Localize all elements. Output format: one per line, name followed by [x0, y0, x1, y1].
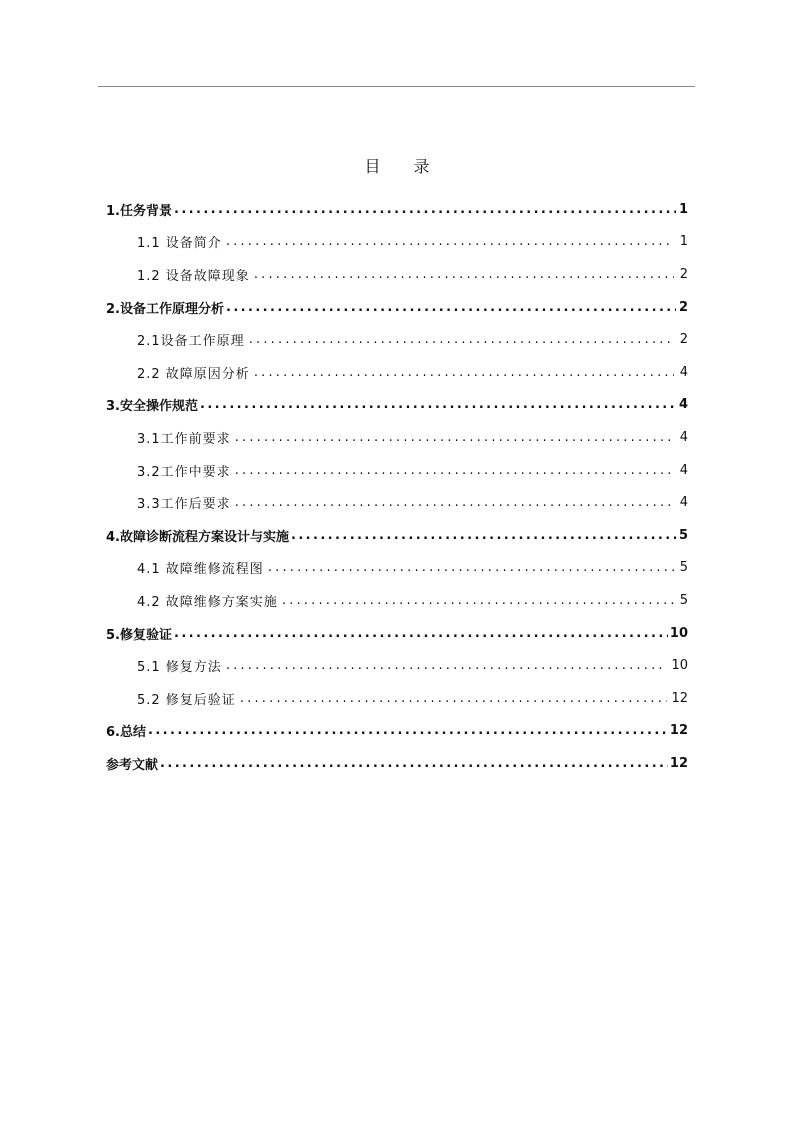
header-rule	[98, 86, 695, 87]
dot-leader	[226, 300, 676, 315]
table-of-contents	[106, 193, 688, 780]
toc-entry-references[interactable]	[106, 747, 688, 780]
toc-entry-label[interactable]: 3.安全操作规范	[106, 399, 198, 415]
toc-entry-page: 10	[669, 625, 688, 641]
toc-entry-page: 1	[678, 201, 688, 217]
toc-entry-page: 12	[669, 755, 688, 771]
dot-leader	[240, 691, 668, 706]
dot-leader	[254, 267, 674, 282]
toc-entry-label[interactable]: 4.故障诊断流程方案设计与实施	[106, 529, 289, 545]
dot-leader	[174, 202, 676, 217]
toc-entry-page: 4	[678, 397, 688, 413]
dot-leader	[226, 658, 668, 673]
toc-entry-fault-cause[interactable]	[106, 356, 688, 389]
toc-entry-label[interactable]: 5.修复验证	[106, 627, 172, 643]
toc-entry-page: 12	[671, 690, 688, 706]
toc-entry-page: 5	[678, 527, 688, 543]
toc-entry-label[interactable]: 2.2 故障原因分析	[137, 366, 250, 382]
dot-leader	[254, 365, 674, 380]
toc-entry-diagnosis-plan[interactable]	[106, 519, 688, 552]
dot-leader	[291, 528, 676, 543]
toc-entry-repair-flowchart[interactable]	[106, 552, 688, 585]
toc-entry-during-work[interactable]	[106, 454, 688, 487]
toc-title: 目 录	[364, 157, 444, 176]
toc-entry-principle-analysis[interactable]	[106, 291, 688, 324]
toc-entry-label[interactable]: 3.3工作后要求	[137, 497, 231, 513]
toc-entry-label[interactable]: 参考文献	[106, 757, 159, 773]
toc-entry-equipment-intro[interactable]	[106, 226, 688, 259]
dot-leader	[148, 723, 668, 738]
toc-entry-page: 10	[671, 658, 688, 674]
toc-entry-page: 5	[679, 560, 688, 576]
toc-entry-label[interactable]: 3.1工作前要求	[137, 431, 231, 447]
toc-entry-label[interactable]: 4.2 故障维修方案实施	[137, 594, 278, 610]
toc-entry-label[interactable]: 1.任务背景	[106, 203, 172, 219]
dot-leader	[268, 560, 674, 575]
toc-entry-label[interactable]: 5.2 修复后验证	[137, 692, 236, 708]
dot-leader	[235, 430, 674, 445]
toc-entry-before-work[interactable]	[106, 421, 688, 454]
dot-leader	[200, 397, 676, 412]
toc-entry-page: 2	[679, 332, 688, 348]
toc-entry-label[interactable]: 3.2工作中要求	[137, 464, 231, 480]
toc-entry-repair-verification[interactable]	[106, 617, 688, 650]
toc-entry-repair-method[interactable]	[106, 649, 688, 682]
dot-leader	[282, 593, 674, 608]
toc-entry-working-principle[interactable]	[106, 323, 688, 356]
dot-leader	[235, 463, 674, 478]
toc-entry-page: 4	[679, 364, 688, 380]
toc-entry-safety-rules[interactable]	[106, 389, 688, 422]
toc-entry-post-repair-check[interactable]	[106, 682, 688, 715]
dot-leader	[249, 332, 674, 347]
dot-leader	[226, 234, 674, 249]
dot-leader	[174, 626, 668, 641]
toc-entry-label[interactable]: 2.1设备工作原理	[137, 334, 245, 350]
toc-entry-label[interactable]: 5.1 修复方法	[137, 660, 222, 676]
toc-entry-page: 4	[679, 429, 688, 445]
toc-entry-page: 1	[679, 234, 688, 250]
toc-entry-fault-symptoms[interactable]	[106, 258, 688, 291]
toc-entry-page: 2	[679, 266, 688, 282]
toc-entry-label[interactable]: 2.设备工作原理分析	[106, 301, 224, 317]
dot-leader	[235, 495, 674, 510]
toc-entry-repair-implementation[interactable]	[106, 584, 688, 617]
toc-entry-after-work[interactable]	[106, 486, 688, 519]
toc-entry-page: 4	[679, 495, 688, 511]
toc-entry-label[interactable]: 1.2 设备故障现象	[137, 268, 250, 284]
toc-entry-label[interactable]: 6.总结	[106, 725, 146, 741]
toc-entry-summary[interactable]	[106, 715, 688, 748]
toc-entry-page: 12	[669, 723, 688, 739]
toc-entry-page: 4	[679, 462, 688, 478]
toc-entry-label[interactable]: 4.1 故障维修流程图	[137, 562, 264, 578]
toc-entry-label[interactable]: 1.1 设备简介	[137, 236, 222, 252]
toc-entry-page: 5	[679, 592, 688, 608]
toc-entry-task-background[interactable]	[106, 193, 688, 226]
toc-entry-page: 2	[678, 299, 688, 315]
dot-leader	[160, 756, 668, 771]
